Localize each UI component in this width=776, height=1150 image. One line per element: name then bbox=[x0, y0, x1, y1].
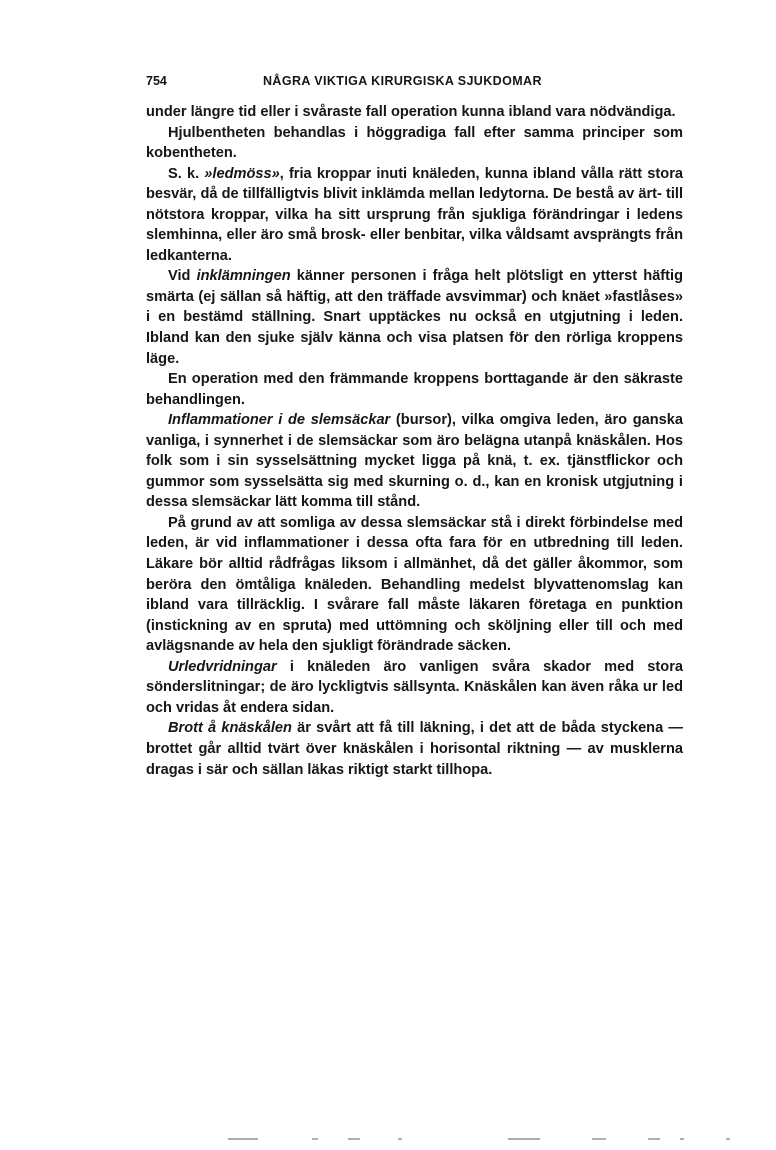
paragraph-text: under längre tid eller i svåraste fall operation kunna ibland vara nödvändiga. bbox=[146, 104, 676, 120]
paragraph-text: Vid bbox=[168, 268, 197, 285]
emphasized-term: Urledvridningar bbox=[168, 658, 277, 675]
paragraph-text: En operation med den främmande kroppens borttagande är den säkraste behandlingen. bbox=[146, 371, 683, 408]
paragraph-text: är svårt att få till läkning, i det att de båda styckena — brottet går alltid tvärt över knäskålen i horisontal riktning — av musklerna dragas i sär och sällan läkas riktigt starkt tillhopa. bbox=[146, 720, 683, 778]
emphasized-term: Inflammationer i de slemsäckar bbox=[168, 412, 391, 429]
paragraph-text: På grund av att somliga av dessa slemsäckar stå i direkt förbindelse med leden, är vid inflammationer i dessa ofta fara för en utbredning till leden. Läkare bör alltid rådfrågas liksom i allmänhet, då det gäller åkommor, som beröra den ömtåliga knäleden. Behandling medelst blyvattenomslag kan ibland vara tillräcklig. I svårare fall måste läkaren företaga en punktion (instickning av en spruta) med uttömning och sköljning eller till och med avlägsnande av hela den sjukligt förändrade säcken. bbox=[146, 514, 683, 655]
paragraph-text: Hjulbentheten behandlas i höggradiga fall efter samma principer som kobentheten. bbox=[146, 124, 683, 162]
emphasized-term: »ledmöss» bbox=[204, 165, 280, 182]
paragraph-text: , fria kroppar inuti knäleden, kunna ibland vålla rätt stora besvär, då de tillfälligtvis blivit inklämda mellan ledytorna. De bestå av ärt- till nötstora kroppar, vilka ha sitt ursprung från sjukliga förändringar i ledens slemhinna, eller äro små brosk- eller benbitar, vilka våldsamt avsprängts från ledkanterna. bbox=[146, 165, 683, 264]
running-title: NÅGRA VIKTIGA KIRURGISKA SJUKDOMAR bbox=[263, 74, 542, 88]
paragraph-text: känner personen i fråga helt plötsligt en ytterst häftig smärta (ej sällan så häftig, att den träffade avsvimmar) och knäet »fastlåses» i en bestämd ställning. Snart upptäckes nu också en utgjutning i leden. Ibland kan den sjuke själv känna och visa platsen för den rörliga kroppens läge. bbox=[146, 268, 683, 367]
paragraph-text: i knäleden äro vanligen svåra skador med stora sönderslitningar; de äro lyckligtvis sällsynta. Knäskålen kan även råka ur led och vridas åt endera sidan. bbox=[146, 658, 683, 716]
emphasized-term: Brott å knäskålen bbox=[168, 720, 292, 737]
paragraph-text: (bursor), vilka omgiva leden, äro ganska vanliga, i synnerhet i de slemsäckar som äro belägna utanpå knäskålen. Hos folk som i sin sysselsättning mycket ligga på knä, t. ex. tjänstflickor och gummor som sysselsätta sig med skurning o. d., kan en kronisk utgjutning i dessa slemsäckar lätt komma till stånd. bbox=[146, 412, 684, 511]
paragraph-text: S. k. bbox=[168, 165, 205, 182]
page-number: 754 bbox=[146, 74, 167, 88]
emphasized-term: inklämningen bbox=[196, 268, 291, 285]
